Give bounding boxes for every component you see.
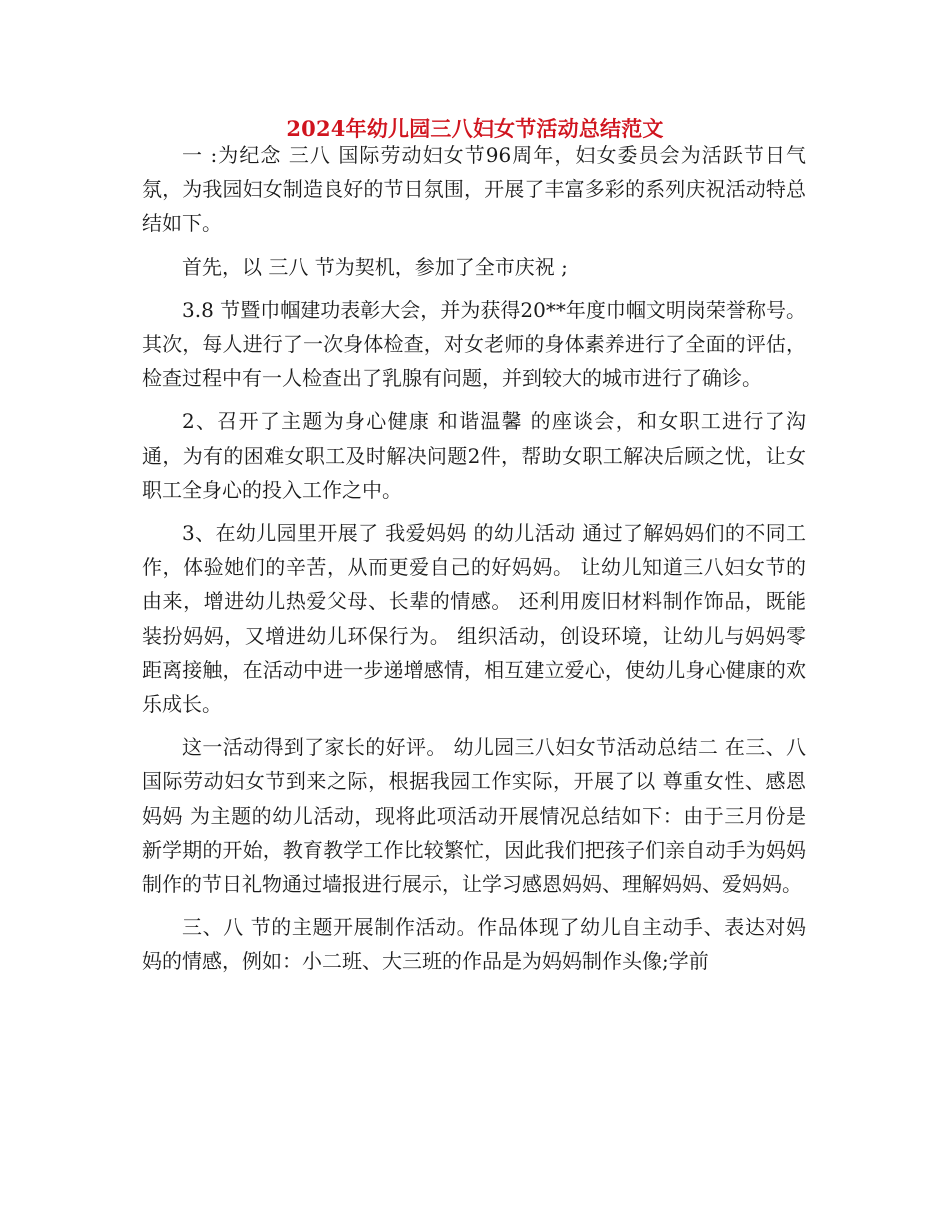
paragraph-3: 3.8 节暨巾帼建功表彰大会，并为获得20**年度巾帼文明岗荣誉称号。 其次，每人进行了一次身体检查，对女老师的身体素养进行了全面的评估，检查过程中有一人检查出了乳腺有问题，并到较大的城市进行了确诊。	[142, 297, 806, 391]
paragraph-6: 这一活动得到了家长的好评。 幼儿园三八妇女节活动总结二 在三、八 国际劳动妇女节到来之际，根据我园工作实际，开展了以 尊重女性、感恩妈妈 为主题的幼儿活动，现将此项活动开展情况总结如下：由于三月份是新学期的开始，教育教学工作比较繁忙，因此我们把孩子们亲自动手为妈妈制作的节日礼物通过墙报进行展示，让学习感恩妈妈、理解妈妈、爱妈妈。	[142, 735, 806, 897]
paragraph-4: 2、召开了主题为身心健康 和谐温馨 的座谈会，和女职工进行了沟通，为有的困难女职工及时解决问题2件，帮助女职工解决后顾之忧，让女职工全身心的投入工作之中。	[142, 409, 806, 502]
paragraph-2: 首先，以 三八 节为契机，参加了全市庆祝 ;	[182, 254, 568, 279]
document-body	[142, 138, 806, 988]
paragraph-5: 3、在幼儿园里开展了 我爱妈妈 的幼儿活动 通过了解妈妈们的不同工作，体验她们的辛苦，从而更爱自己的好妈妈。 让幼儿知道三八妇女节的由来，增进幼儿热爱父母、长辈的情感。 还利用废旧材料制作饰品，既能装扮妈妈，又增进幼儿环保行为。 组织活动，创设环境，让幼儿与妈妈零距离接触，在活动中进一步递增感情，相互建立爱心，使幼儿身心健康的欢乐成长。	[142, 521, 806, 717]
paragraph-1: 一 :为纪念 三八 国际劳动妇女节96周年，妇女委员会为活跃节日气氛，为我园妇女制造良好的节日氛围，开展了丰富多彩的系列庆祝活动特总结如下。	[142, 143, 806, 236]
document-title: 2024年幼儿园三八妇女节活动总结范文	[286, 116, 664, 141]
paragraph-7: 三、八 节的主题开展制作活动。作品体现了幼儿自主动手、表达对妈妈的情感，例如：小二班、大三班的作品是为妈妈制作头像;学前	[142, 915, 806, 974]
